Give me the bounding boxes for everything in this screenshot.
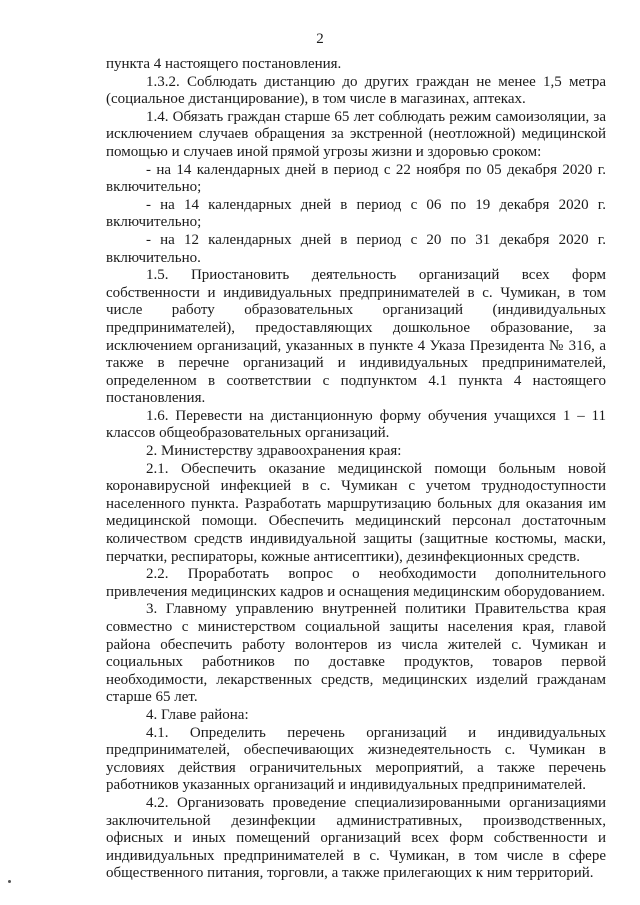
page-number: 2 [316,31,324,47]
paragraph-continuation: пункта 4 настоящего постановления. [106,56,342,72]
paragraph-1-4: 1.4. Обязать граждан старше 65 лет соблюдать режим самоизоляции, за исключением случаев обращения за экстренной (неотложной) медицинской помощью и случаев иной прямой угрозы жизни и здоровью сроком: [106,108,606,160]
list-item-period-3: - на 12 календарных дней в период с 20 по 31 декабря 2020 г. включительно. [106,231,606,266]
list-item-period-2: - на 14 календарных дней в период с 06 по 19 декабря 2020 г. включительно; [106,196,606,231]
scan-dot-mark [8,880,11,883]
paragraph-2-1: 2.1. Обеспечить оказание медицинской помощи больным новой коронавирусной инфекцией в с. Чумикан с учетом труднодоступности населенного пункта. Разработать маршрутизацию больных для оказания им медицинской помощи. Обеспечить медицинский персонал достаточным количеством средств индивидуальной защиты (защитные костюмы, маски, перчатки, респираторы, кожные антисептики), дезинфекционных средств. [106,460,606,565]
paragraph-1-3-2: 1.3.2. Соблюдать дистанцию до других граждан не менее 1,5 метра (социальное дистанцирование), в том числе в магазинах, аптеках. [106,73,606,108]
list-item-period-1: - на 14 календарных дней в период с 22 ноября по 05 декабря 2020 г. включительно; [106,161,606,196]
paragraph-1-5: 1.5. Приостановить деятельность организаций всех форм собственности и индивидуальных предпринимателей в с. Чумикан, в том числе работу образовательных организаций (индивидуальных предпринимателей), предоставляющих дошкольное образование, за исключением организаций, указанных в пункте 4 Указа Президента № 316, а также в перечне организаций и индивидуальных предпринимателей, определенном в соответствии с подпунктом 4.1 пункта 4 настоящего постановления. [106,267,606,407]
paragraph-4: 4. Главе района: [146,706,249,723]
paragraph-2: 2. Министерству здравоохранения края: [146,443,402,460]
paragraph-4-2: 4.2. Организовать проведение специализированными организациями заключительной дезинфекции административных, производственных, офисных и иных помещений организаций всех форм собственности и индивидуальных предпринимателей в с. Чумикан, в том числе в сфере общественного питания, торговли, а также прилегающих к ним территорий. [106,794,606,882]
paragraph-1-6: 1.6. Перевести на дистанционную форму обучения учащихся 1 – 11 классов общеобразовательных организаций. [106,407,606,442]
paragraph-4-1: 4.1. Определить перечень организаций и индивидуальных предпринимателей, обеспечивающих жизнедеятельность с. Чумикан в условиях действия ограничительных мероприятий, а также перечень работников указанных организаций и индивидуальных предпринимателей. [106,724,606,794]
document-body [106,56,606,883]
paragraph-2-2: 2.2. Проработать вопрос о необходимости дополнительного привлечения медицинских кадров и оснащения медицинским оборудованием. [106,566,606,600]
paragraph-3: 3. Главному управлению внутренней политики Правительства края совместно с министерством социальной защиты населения края, главой района обеспечить работу волонтеров из числа жителей с. Чумикан и социальных работников по доставке продуктов, товаров первой необходимости, лекарственных средств, медицинских изделий гражданам старше 65 лет. [106,601,606,706]
